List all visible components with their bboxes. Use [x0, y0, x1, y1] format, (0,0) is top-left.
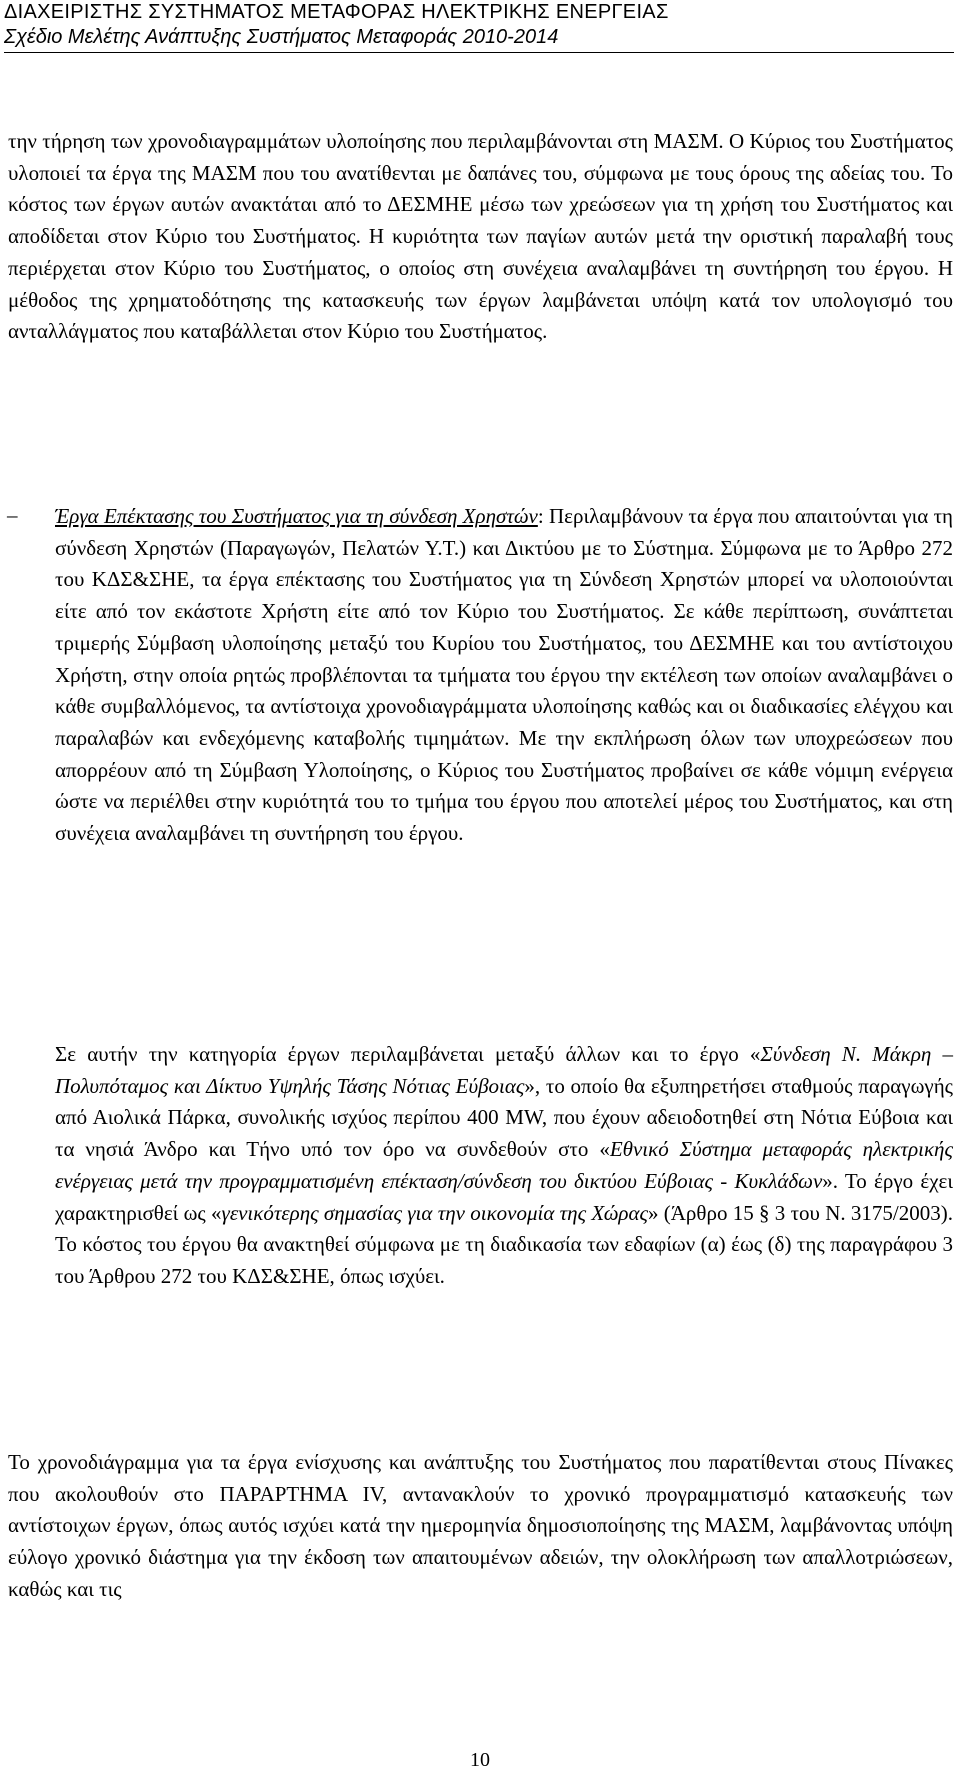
header-subtitle: Σχέδιο Μελέτης Ανάπτυξης Συστήματος Μεταφοράς 2010-2014: [4, 26, 559, 48]
p3-italic-1: Σύνδεση Ν. Μάκρη – Πολυπόταμος και Δίκτυο Υψηλής Τάσης Νότιας Εύβοιας: [55, 1042, 953, 1098]
p3-text-1: Σε αυτήν την κατηγορία έργων περιλαμβάνεται μεταξύ άλλων και το έργο «: [55, 1042, 761, 1066]
page-number: 10: [470, 1749, 490, 1771]
p3-text-4: » (Άρθρο 15 § 3 του Ν. 3175/2003). Το κόστος του έργου θα ανακτηθεί σύμφωνα με τη διαδικασία των εδαφίων (α) έως (δ) της παραγράφου 3 του Άρθρου 272 του ΚΔΣ&ΣΗΕ, όπως ισχύει.: [55, 1200, 953, 1288]
p3-italic-2: Εθνικό Σύστημα μεταφοράς ηλεκτρικής ενέργειας μετά την προγραμματισμένη επέκταση/σύνδεση του δικτύου Εύβοιας - Κυκλάδων: [55, 1137, 953, 1193]
bullet-dash: –: [7, 503, 18, 527]
paragraph-evia-project: [55, 1039, 953, 1293]
p3-text-2: », το οποίο θα εξυπηρετήσει σταθμούς παραγωγής από Αιολικά Πάρκα, συνολικής ισχύος περίπου 400 MW, που έχουν αδειοδοτηθεί στη Νότια Εύβοια και τα νησιά Άνδρο και Τήνο υπό τον όρο να συνδεθούν στο «: [55, 1073, 953, 1162]
paragraph-schedule: Το χρονοδιάγραμμα για τα έργα ενίσχυσης και ανάπτυξης του Συστήματος που παρατίθενται στους Πίνακες που ακολουθούν στο ΠΑΡΑΡΤΗΜΑ IV, αντανακλούν το χρονικό προγραμματισμό κατασκευής των αντίστοιχων έργων, όπως αυτός ισχύει κατά την ημερομηνία δημοσιοποίησης της ΜΑΣΜ, λαμβάνοντας υπόψη εύλογο χρονικό διάστημα για την έκδοση των απαιτουμένων αδειών, την ολοκλήρωση των απαλλοτριώσεων, καθώς και τις: [8, 1450, 953, 1601]
paragraph-extension-works: [55, 501, 953, 850]
paragraph-intro: την τήρηση των χρονοδιαγραμμάτων υλοποίησης που περιλαμβάνονται στη ΜΑΣΜ. Ο Κύριος του Συστήματος υλοποιεί τα έργα της ΜΑΣΜ που του ανατίθενται με δαπάνες του, σύμφωνα με τους όρους της αδείας του. Το κόστος των έργων αυτών ανακτάται από το ΔΕΣΜΗΕ μέσω των χρεώσεων για τη χρήση του Συστήματος και αποδίδεται στον Κύριο του Συστήματος. Η κυριότητα των παγίων αυτών μετά την οριστική παραλαβή τους περιέρχεται στον Κύριο του Συστήματος, ο οποίος στη συνέχεια αναλαμβάνει τη συντήρηση του έργου. Η μέθοδος της χρηματοδότησης της κατασκευής των έργων λαμβάνεται υπόψη κατά τον υπολογισμό του ανταλλάγματος που καταβάλλεται στον Κύριο του Συστήματος.: [8, 129, 953, 344]
p3-text-3: ». Το έργο έχει χαρακτηρισθεί ως «: [55, 1168, 954, 1225]
p3-italic-3: γενικότερης σημασίας για την οικονομία της Χώρας: [221, 1200, 648, 1225]
bullet-heading: Έργα Επέκτασης του Συστήματος για τη σύνδεση Χρηστών: [55, 504, 538, 528]
bullet-text: : Περιλαμβάνουν τα έργα που απαιτούνται για τη σύνδεση Χρηστών (Παραγωγών, Πελατών Υ.Τ.) και Δικτύου με το Σύστημα. Σύμφωνα με το Άρθρο 272 του ΚΔΣ&ΣΗΕ, τα έργα επέκτασης του Συστήματος για τη Σύνδεση Χρηστών μπορεί να υλοποιούνται είτε από τον εκάστοτε Χρήστη είτε από τον Κύριο του Συστήματος. Σε κάθε περίπτωση, συνάπτεται τριμερής Σύμβαση υλοποίησης μεταξύ του Κυρίου του Συστήματος, του ΔΕΣΜΗΕ και του αντίστοιχου Χρήστη, στην οποία ρητώς προβλέπονται τα τμήματα του έργου την εκτέλεση των οποίων αναλαμβάνει ο κάθε συμβαλλόμενος, τα αντίστοιχα χρονοδιαγράμματα υλοποίησης καθώς και οι διαδικασίες ελέγχου και παραλαβών και ενδεχόμενης καταβολής τιμημάτων. Με την εκπλήρωση όλων των υποχρεώσεων που απορρέουν από τη Σύμβαση Υλοποίησης, ο Κύριος του Συστήματος προβαίνει σε κάθε νόμιμη ενέργεια ώστε να περιέλθει στην κυριότητά του το τμήμα του έργου που αποτελεί μέρος του Συστήματος, και στη συνέχεια αναλαμβάνει τη συντήρηση του έργου.: [55, 504, 953, 846]
page-header: [4, 0, 954, 53]
header-title: ΔΙΑΧΕΙΡΙΣΤΗΣ ΣΥΣΤΗΜΑΤΟΣ ΜΕΤΑΦΟΡΑΣ ΗΛΕΚΤΡΙΚΗΣ ΕΝΕΡΓΕΙΑΣ: [4, 1, 669, 23]
